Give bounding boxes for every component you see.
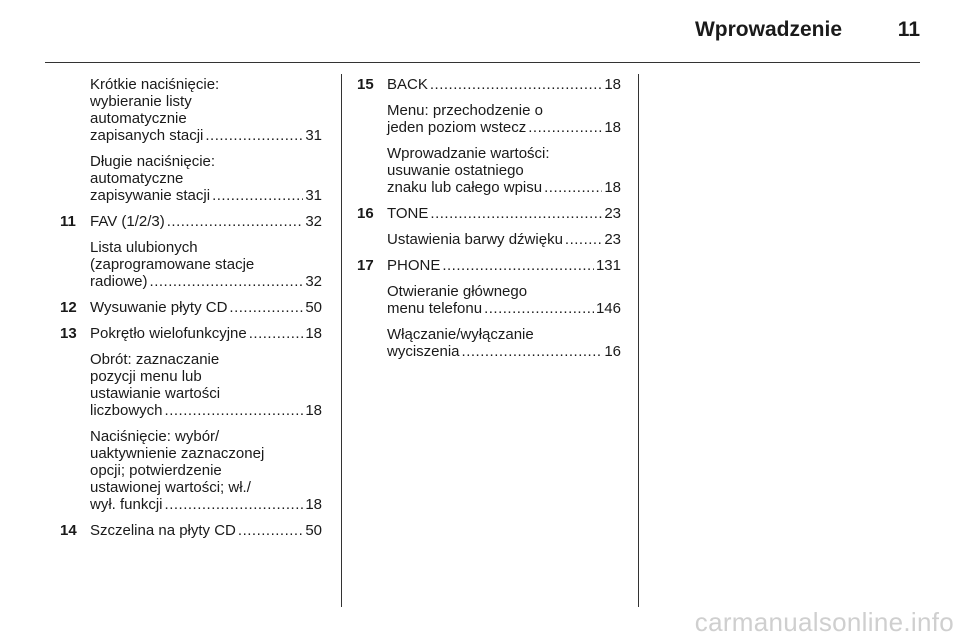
leader-row (387, 300, 621, 317)
page-header (45, 0, 920, 63)
page-ref: 18 (305, 402, 322, 419)
leader-row (90, 273, 322, 290)
sub-entry-line: usuwanie ostatniego (387, 162, 524, 179)
page-title: Wprowadzenie (694, 18, 842, 41)
sub-entry-press (60, 428, 322, 513)
sub-entry-text: zapisanych stacji (90, 127, 204, 144)
entry-number: 16 (357, 205, 374, 222)
dot-leader (205, 127, 303, 144)
leader-row (387, 205, 621, 222)
sub-entry-line: Krótkie naciśnięcie: (90, 76, 220, 93)
sub-entry-rotate (60, 351, 322, 419)
dot-leader (484, 300, 594, 317)
sub-entry-text: menu telefonu (387, 300, 483, 317)
sub-entry-line: Menu: przechodzenie o (387, 102, 543, 119)
leader-row (90, 496, 322, 513)
leader-row (387, 343, 621, 360)
entry-14 (60, 522, 322, 539)
sub-entry-text: zapisywanie stacji (90, 187, 211, 204)
dot-leader (430, 76, 602, 93)
entry-text: Wysuwanie płyty CD (90, 299, 228, 316)
sub-entry-mute (357, 326, 621, 360)
leader-row (90, 213, 322, 230)
entry-text: FAV (1/2/3) (90, 213, 165, 230)
page-ref: 50 (305, 299, 322, 316)
dot-leader (167, 213, 304, 230)
page-ref: 18 (305, 325, 322, 342)
page-number: 11 (897, 18, 920, 41)
sub-entry-text: wył. funkcji (90, 496, 163, 513)
entry-number: 14 (60, 522, 77, 539)
entry-text: Szczelina na płyty CD (90, 522, 236, 539)
entry-17 (357, 257, 621, 274)
leader-row (90, 127, 322, 144)
sub-entry-text: radiowe) (90, 273, 148, 290)
leader-row (387, 119, 621, 136)
page-ref: 50 (305, 522, 322, 539)
sub-entry-line: Naciśnięcie: wybór/ (90, 428, 220, 445)
entry-12 (60, 299, 322, 316)
sub-entry-line: Obrót: zaznaczanie (90, 351, 220, 368)
sub-entry-line: Długie naciśnięcie: (90, 153, 216, 170)
sub-entry-line: opcji; potwierdzenie (90, 462, 222, 479)
leader-row (90, 187, 322, 204)
dot-leader (528, 119, 602, 136)
dot-leader (165, 496, 304, 513)
dot-leader (442, 257, 594, 274)
entry-15 (357, 76, 621, 93)
page-ref: 18 (604, 119, 621, 136)
entry-number: 11 (60, 213, 76, 230)
column-divider-right (638, 74, 639, 607)
page-ref: 31 (305, 127, 322, 144)
sub-entry-text: Ustawienia barwy dźwięku (387, 231, 563, 248)
leader-row (387, 76, 621, 93)
page-ref: 131 (595, 257, 621, 274)
sub-entry-line: ustawianie wartości (90, 385, 221, 402)
page-ref: 31 (305, 187, 322, 204)
sub-entry-input-delete (357, 145, 621, 196)
dot-leader (544, 179, 602, 196)
page-ref: 146 (595, 300, 621, 317)
page-ref: 23 (604, 205, 621, 222)
entry-text: BACK (387, 76, 428, 93)
watermark: carmanualsonline.info (694, 607, 954, 637)
entry-number: 12 (60, 299, 77, 316)
dot-leader (430, 205, 602, 222)
entry-11 (60, 213, 322, 230)
entry-number: 17 (357, 257, 374, 274)
page-ref: 16 (604, 343, 621, 360)
sub-entry-line: Otwieranie głównego (387, 283, 528, 300)
sub-entry-long-press (60, 153, 322, 204)
page-ref: 18 (604, 179, 621, 196)
dot-leader (249, 325, 304, 342)
entry-number: 13 (60, 325, 77, 342)
dot-leader (238, 522, 303, 539)
sub-entry-menu-back (357, 102, 621, 136)
sub-entry-text: jeden poziom wstecz (387, 119, 527, 136)
entry-13 (60, 325, 322, 342)
page-ref: 18 (305, 496, 322, 513)
sub-entry-line: wybieranie listy (90, 93, 192, 110)
sub-entry-line: ustawionej wartości; wł./ (90, 479, 251, 496)
sub-entry-tone (357, 231, 621, 248)
column-divider-left (341, 74, 342, 607)
sub-entry-line: Włączanie/wyłączanie (387, 326, 534, 343)
index-column-2 (357, 76, 621, 369)
sub-entry-short-press (60, 76, 322, 144)
leader-row (387, 231, 621, 248)
entry-text: Pokrętło wielofunkcyjne (90, 325, 247, 342)
dot-leader (150, 273, 304, 290)
sub-entry-line: (zaprogramowane stacje (90, 256, 255, 273)
sub-entry-text: liczbowych (90, 402, 163, 419)
sub-entry-line: uaktywnienie zaznaczonej (90, 445, 265, 462)
leader-row (90, 522, 322, 539)
page-ref: 32 (305, 273, 322, 290)
sub-entry-line: automatycznie (90, 110, 187, 127)
sub-entry-line: pozycji menu lub (90, 368, 202, 385)
dot-leader (565, 231, 602, 248)
sub-entry-line: automatyczne (90, 170, 184, 187)
sub-entry-text: wyciszenia (387, 343, 460, 360)
entry-text: PHONE (387, 257, 441, 274)
entry-number: 15 (357, 76, 374, 93)
sub-entry-phone-menu (357, 283, 621, 317)
sub-entry-text: znaku lub całego wpisu (387, 179, 543, 196)
dot-leader (462, 343, 603, 360)
page-ref: 32 (305, 213, 322, 230)
entry-text: TONE (387, 205, 429, 222)
leader-row (90, 325, 322, 342)
index-column-1 (60, 76, 322, 548)
sub-entry-line: Lista ulubionych (90, 239, 198, 256)
leader-row (387, 179, 621, 196)
dot-leader (165, 402, 304, 419)
sub-entry-line: Wprowadzanie wartości: (387, 145, 550, 162)
sub-entry-favourites (60, 239, 322, 290)
page-ref: 18 (604, 76, 621, 93)
leader-row (90, 299, 322, 316)
leader-row (90, 402, 322, 419)
leader-row (387, 257, 621, 274)
page-ref: 23 (604, 231, 621, 248)
dot-leader (212, 187, 303, 204)
entry-16 (357, 205, 621, 222)
dot-leader (229, 299, 303, 316)
